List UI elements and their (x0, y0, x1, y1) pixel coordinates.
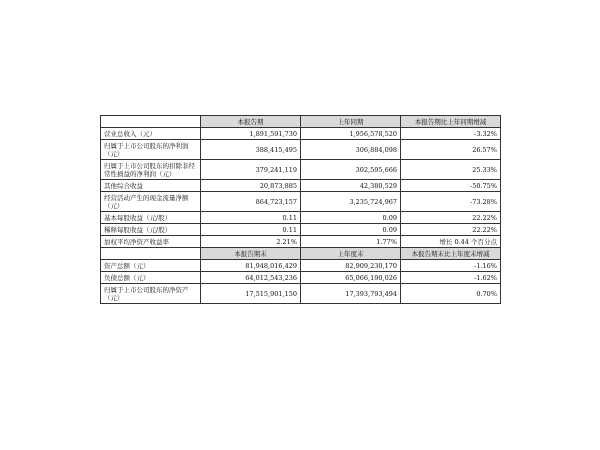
header-cell-blank (101, 248, 201, 260)
header-cell-blank (101, 116, 201, 128)
row-label: 加权平均净资产收益率 (101, 236, 201, 248)
row-label: 稀释每股收益（元/股） (101, 224, 201, 236)
row-label: 基本每股收益（元/股） (101, 212, 201, 224)
current-value: 379,241,119 (201, 160, 301, 180)
current-value: 17,515,901,150 (201, 284, 301, 304)
change-value: 26.57% (401, 140, 501, 160)
header-cell-change: 本报告期末比上年度末增减 (401, 248, 501, 260)
change-value: -73.28% (401, 192, 501, 212)
change-value: 25.33% (401, 160, 501, 180)
current-value: 0.11 (201, 224, 301, 236)
change-value: 0.70% (401, 284, 501, 304)
change-value: 增长 0.44 个百分点 (401, 236, 501, 248)
current-value: 1,891,591,730 (201, 128, 301, 140)
table-row (101, 180, 501, 192)
header-cell-period-end: 本报告期末 (201, 248, 301, 260)
current-value: 388,415,495 (201, 140, 301, 160)
table-row (101, 212, 501, 224)
prior-value: 82,909,230,170 (301, 260, 401, 272)
row-label: 归属于上市公司股东的扣除非经常性损益的净利润（元） (101, 160, 201, 180)
change-value: -3.32% (401, 128, 501, 140)
change-value: 22.22% (401, 212, 501, 224)
prior-value: 17,393,793,494 (301, 284, 401, 304)
current-value: 2.21% (201, 236, 301, 248)
row-label: 资产总额（元） (101, 260, 201, 272)
change-value: -50.75% (401, 180, 501, 192)
prior-value: 0.09 (301, 224, 401, 236)
prior-value: 302,595,666 (301, 160, 401, 180)
prior-value: 0.09 (301, 212, 401, 224)
financial-summary-table (100, 115, 501, 304)
change-value: 22.22% (401, 224, 501, 236)
current-value: 864,723,157 (201, 192, 301, 212)
prior-value: 1.77% (301, 236, 401, 248)
change-value: -1.16% (401, 260, 501, 272)
row-label: 归属于上市公司股东的净利润（元） (101, 140, 201, 160)
table-header-row (101, 116, 501, 128)
header-cell-prior-year-end: 上年度末 (301, 248, 401, 260)
current-value: 0.11 (201, 212, 301, 224)
table-row (101, 192, 501, 212)
prior-value: 42,380,529 (301, 180, 401, 192)
row-label: 经营活动产生的现金流量净额（元） (101, 192, 201, 212)
table-header-row (101, 248, 501, 260)
prior-value: 65,066,190,026 (301, 272, 401, 284)
prior-value: 1,956,578,520 (301, 128, 401, 140)
row-label: 营业总收入（元） (101, 128, 201, 140)
table-row (101, 260, 501, 272)
prior-value: 3,235,724,967 (301, 192, 401, 212)
table-row (101, 140, 501, 160)
current-value: 20,873,885 (201, 180, 301, 192)
header-cell-current-period: 本报告期 (201, 116, 301, 128)
prior-value: 306,884,098 (301, 140, 401, 160)
table-row (101, 284, 501, 304)
row-label: 负债总额（元） (101, 272, 201, 284)
table-row (101, 128, 501, 140)
row-label: 归属于上市公司股东的净资产（元） (101, 284, 201, 304)
header-cell-prior-period: 上年同期 (301, 116, 401, 128)
current-value: 81,948,016,429 (201, 260, 301, 272)
row-label: 其他综合收益 (101, 180, 201, 192)
change-value: -1.62% (401, 272, 501, 284)
table-row (101, 236, 501, 248)
header-cell-change: 本报告期比上年同期增减 (401, 116, 501, 128)
table-row (101, 160, 501, 180)
current-value: 64,012,543,236 (201, 272, 301, 284)
table-row (101, 272, 501, 284)
table-row (101, 224, 501, 236)
